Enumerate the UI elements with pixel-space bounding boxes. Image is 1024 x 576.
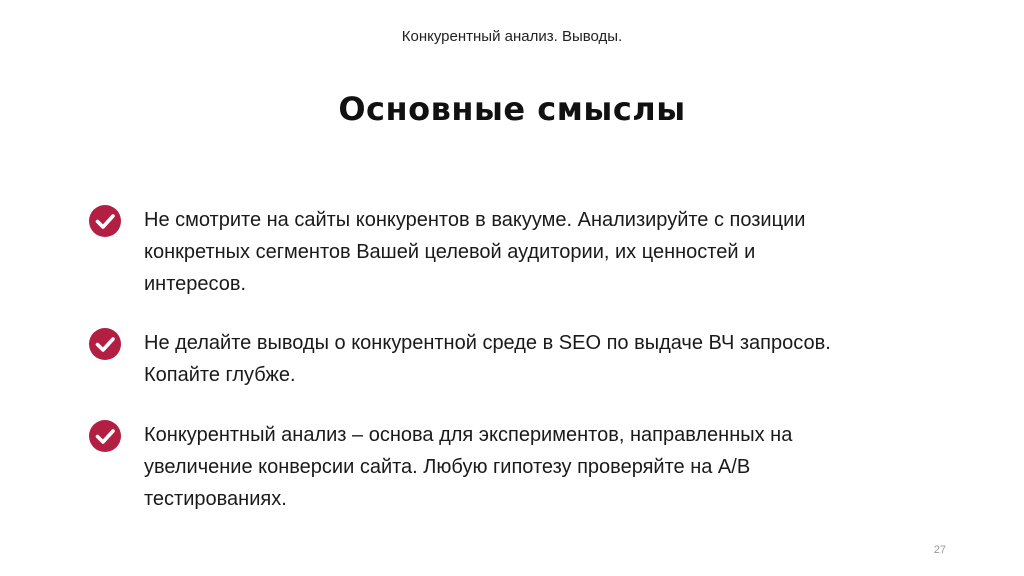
- check-circle-icon: [88, 419, 122, 453]
- slide-title: Основные смыслы: [338, 90, 686, 128]
- bullet-text: Не смотрите на сайты конкурентов в вакууме. Анализируйте с позиции конкретных сегментов Вашей целевой аудитории, их ценностей и интересов.: [144, 209, 806, 295]
- bullet-text: Не делайте выводы о конкурентной среде в SEO по выдаче ВЧ запросов. Копайте глубже.: [144, 332, 831, 386]
- page-number: 27: [933, 544, 946, 556]
- check-circle-icon: [88, 204, 122, 238]
- check-circle-icon: [88, 327, 122, 361]
- bullet-item: [88, 327, 848, 391]
- slide-header: Конкурентный анализ. Выводы.: [401, 28, 623, 45]
- bullet-text: Конкурентный анализ – основа для экспериментов, направленных на увеличение конверсии сайта. Любую гипотезу проверяйте на А/В тестированиях.: [144, 424, 793, 510]
- bullet-item: [88, 204, 848, 300]
- bullet-item: [88, 419, 848, 515]
